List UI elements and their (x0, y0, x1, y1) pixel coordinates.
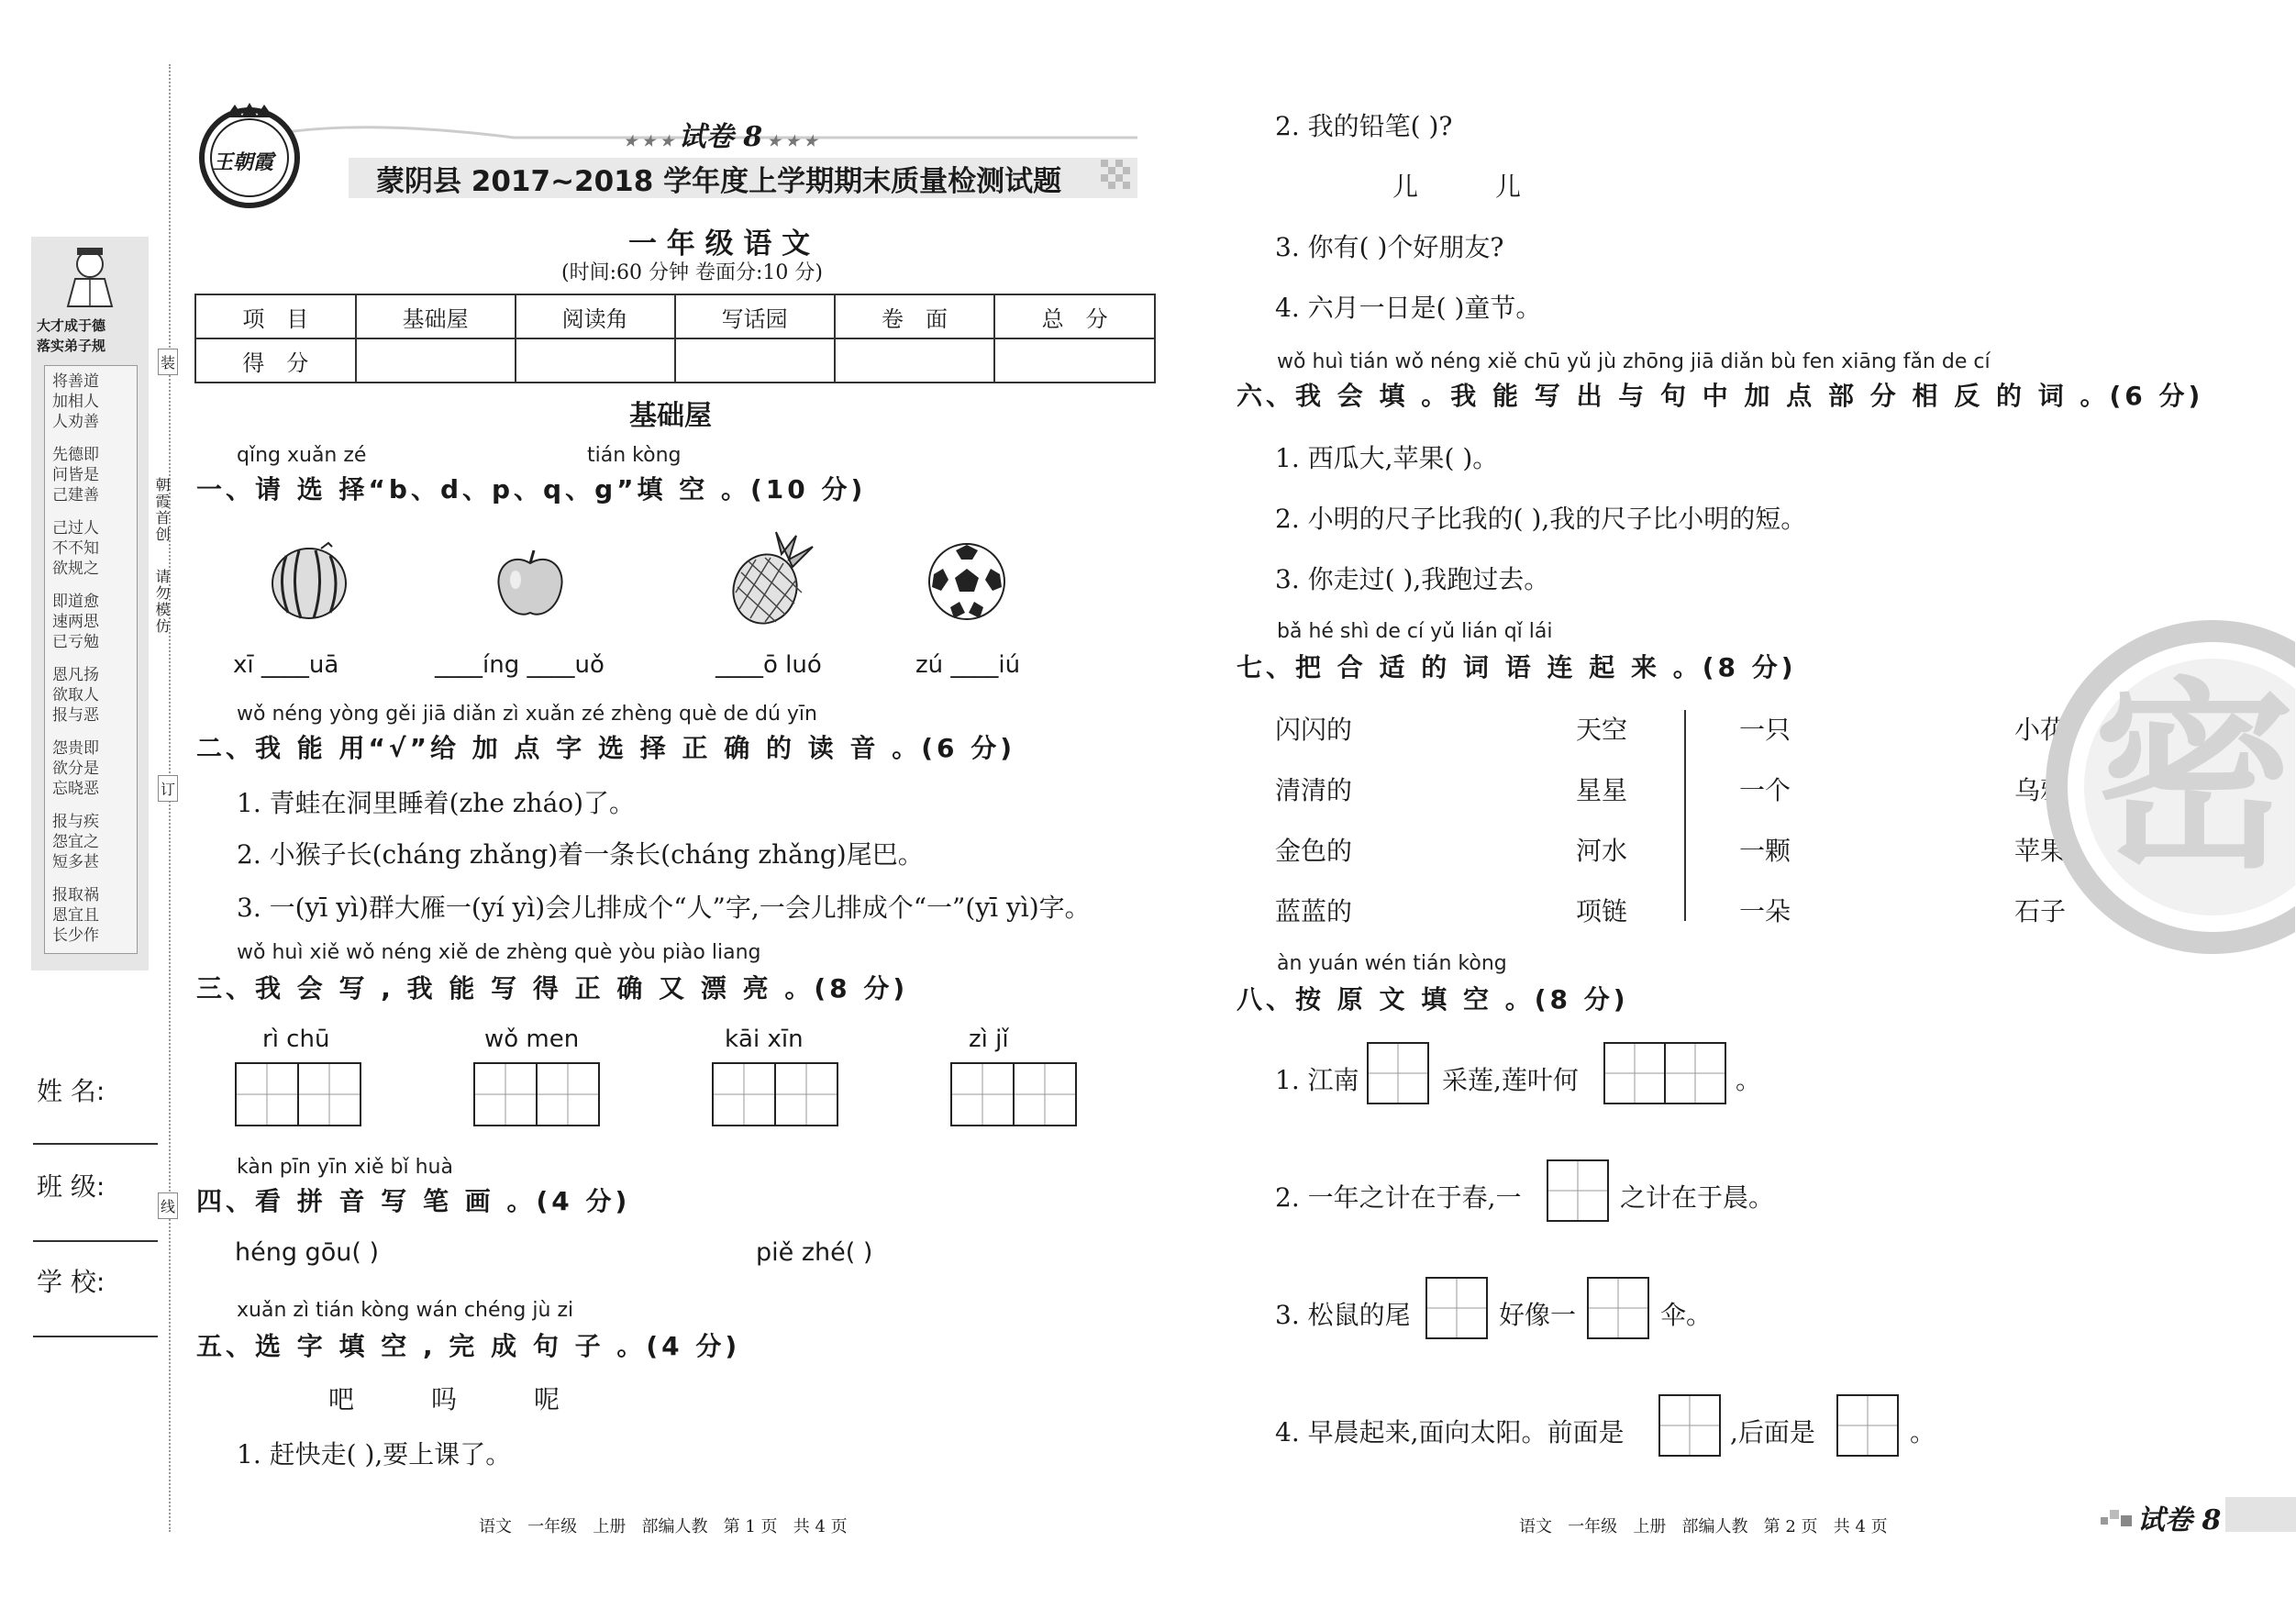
q7-a-2[interactable]: 清清的 (1275, 775, 1353, 805)
q2-title: 二、我 能 用“√”给 加 点 字 选 择 正 确 的 读 音 。(6 分) (196, 733, 1016, 763)
q8-pinyin: àn yuán wén tián kòng (1277, 952, 1507, 975)
proverb-text-art (45, 366, 137, 953)
q1-answer-2[interactable]: ____íng ____uǒ (435, 651, 605, 679)
motto-line-2: 落实弟子规 (37, 338, 106, 354)
writing-cell[interactable] (1603, 1042, 1666, 1104)
score-input[interactable] (356, 338, 516, 383)
name-label: 姓 名: (37, 1076, 105, 1106)
svg-text:恩凡扬: 恩凡扬 (52, 666, 99, 684)
q8-grid-7[interactable] (1836, 1394, 1897, 1457)
q3-title: 三、我 会 写 , 我 能 写 得 正 确 又 漂 亮 。(8 分) (196, 973, 909, 1004)
q1-pinyin-a: qǐng xuǎn zé (237, 444, 367, 467)
q3-grid-1[interactable] (235, 1062, 360, 1126)
svg-text:先德即: 先德即 (52, 446, 99, 464)
score-cell: 写话园 (675, 294, 835, 338)
svg-text:短多甚: 短多甚 (52, 853, 99, 871)
svg-text:报取祸: 报取祸 (52, 886, 99, 904)
q7-c-3[interactable]: 一颗 (1739, 836, 1791, 866)
svg-text:恩宜且: 恩宜且 (52, 906, 99, 925)
q4-title: 四、看 拼 音 写 笔 画 。(4 分) (196, 1186, 631, 1216)
writing-cell[interactable] (712, 1062, 776, 1126)
q6-title: 六、我 会 填 。我 能 写 出 与 句 中 加 点 部 分 相 反 的 词 。(6 分) (1237, 381, 2204, 411)
q7-a-1[interactable]: 闪闪的 (1275, 715, 1353, 745)
q6-pinyin: wǒ huì tián wǒ néng xiě chū yǔ jù zhōng jiā diǎn bù fen xiāng fǎn de cí (1277, 350, 1991, 373)
writing-cell[interactable] (297, 1062, 361, 1126)
score-cell: 基础屋 (356, 294, 516, 338)
motto-line-1: 大才成于德 (37, 317, 106, 334)
svg-text:速两思: 速两思 (52, 613, 99, 631)
svg-text:已亏勉: 已亏勉 (52, 633, 99, 651)
stars-left: ★ ★ ★ (624, 132, 679, 150)
q8-item-3b: 好像一 (1499, 1300, 1577, 1330)
writing-cell[interactable] (1013, 1062, 1077, 1126)
q8-item-3c: 伞。 (1660, 1300, 1713, 1330)
school-field[interactable] (33, 1336, 158, 1337)
q8-item-4b: ,后面是 (1730, 1417, 1815, 1447)
q5-choices: 吧 吗 呢 (328, 1384, 560, 1414)
q2-pinyin: wǒ néng yòng gěi jiā diǎn zì xuǎn zé zhèng què de dú yīn (237, 703, 817, 726)
corner-exam-no: 试卷 8 (2137, 1504, 2222, 1536)
q4-pinyin: kàn pīn yīn xiě bǐ huà (237, 1156, 453, 1179)
score-cell: 得 分 (195, 338, 356, 383)
svg-text:欲取人: 欲取人 (52, 686, 99, 704)
vertical-note-2: 请勿模仿 (153, 569, 171, 635)
q8-grid-6[interactable] (1658, 1394, 1719, 1457)
q7-d-4[interactable]: 石子 (2014, 896, 2067, 926)
scholar-icon (55, 244, 125, 308)
corner-bar (2225, 1497, 2296, 1532)
score-table (194, 294, 1156, 383)
logo-text: 王朝霞 (213, 150, 274, 174)
binding-mark-3: 线 (158, 1192, 178, 1219)
q8-title: 八、按 原 文 填 空 。(8 分) (1237, 984, 1629, 1015)
q3-grid-3[interactable] (712, 1062, 837, 1126)
q5-item-2[interactable]: 2. 我的铅笔( )? (1275, 111, 1453, 141)
stamp-text: 密 (2093, 660, 2295, 895)
q8-item-3a: 3. 松鼠的尾 (1275, 1300, 1411, 1330)
watermelon-image (268, 539, 350, 626)
q7-d-3[interactable]: 苹果 (2014, 836, 2067, 866)
q8-item-1a: 1. 江南 (1275, 1065, 1359, 1095)
q4-item-1[interactable]: héng gōu( ) (235, 1238, 379, 1267)
svg-text:己过人: 己过人 (52, 519, 99, 538)
q8-grid-3[interactable] (1547, 1159, 1607, 1222)
motto-panel (31, 237, 149, 970)
writing-cell[interactable] (1587, 1277, 1649, 1339)
q7-b-3[interactable]: 河水 (1576, 836, 1628, 866)
q7-d-2[interactable]: 乌鸦 (2014, 775, 2067, 805)
q8-grid-4[interactable] (1425, 1277, 1486, 1339)
exam-title: 蒙阴县 2017~2018 学年度上学期期末质量检测试题 (376, 165, 1062, 198)
q7-d-1[interactable]: 小花 (2014, 715, 2067, 745)
q6-item-1[interactable]: 1. 西瓜大,苹果( )。 (1275, 443, 1499, 473)
writing-cell[interactable] (235, 1062, 299, 1126)
class-label: 班 级: (37, 1171, 105, 1202)
score-cell: 项 目 (195, 294, 356, 338)
q1-answer-3[interactable]: ____ō luó (715, 651, 822, 679)
svg-text:即道愈: 即道愈 (52, 593, 99, 611)
q2-item-1[interactable]: 1. 青蛙在洞里睡着(zhe zháo)了。 (237, 788, 636, 818)
q7-b-1[interactable]: 天空 (1576, 715, 1628, 745)
q8-grid-1[interactable] (1367, 1042, 1427, 1104)
q7-b-2[interactable]: 星星 (1576, 775, 1628, 805)
q1-title: 一、请 选 择“b、d、p、q、g”填 空 。(10 分) (196, 474, 867, 505)
svg-text:长少作: 长少作 (52, 926, 99, 945)
exam-number: ★ ★ ★ 试卷 8 ★ ★ ★ (624, 121, 817, 153)
score-input[interactable] (516, 338, 675, 383)
score-input[interactable] (994, 338, 1155, 383)
svg-text:怨宜之: 怨宜之 (52, 833, 99, 851)
q8-item-2b: 之计在于晨。 (1620, 1182, 1775, 1213)
score-input[interactable] (835, 338, 995, 383)
q7-b-4[interactable]: 项链 (1576, 896, 1628, 926)
football-image (926, 541, 1007, 626)
writing-cell[interactable] (1367, 1042, 1429, 1104)
q3-word-2: wǒ men (484, 1026, 580, 1053)
footer-left: 语文 一年级 上册 部编人教 第 1 页 共 4 页 (479, 1517, 848, 1536)
q8-item-2a: 2. 一年之计在于春,一 (1275, 1182, 1522, 1213)
school-label: 学 校: (37, 1267, 105, 1297)
svg-text:加相人: 加相人 (52, 393, 99, 411)
writing-cell[interactable] (950, 1062, 1015, 1126)
svg-text:问皆是: 问皆是 (52, 466, 99, 484)
q1-answer-4[interactable]: zú ____iú (915, 651, 1021, 679)
q5-item-4[interactable]: 4. 六月一日是( )童节。 (1275, 293, 1542, 323)
writing-cell[interactable] (473, 1062, 538, 1126)
q7-c-4[interactable]: 一朵 (1739, 896, 1791, 926)
q5-choices-right: 儿 儿 (1392, 172, 1522, 202)
q5-item-3[interactable]: 3. 你有( )个好朋友? (1275, 232, 1504, 262)
q7-a-3[interactable]: 金色的 (1275, 836, 1353, 866)
q7-a-4[interactable]: 蓝蓝的 (1275, 896, 1353, 926)
svg-text:报与疾: 报与疾 (52, 813, 99, 831)
score-cell: 卷 面 (835, 294, 995, 338)
writing-cell[interactable] (1547, 1159, 1609, 1222)
q5-item-1[interactable]: 1. 赶快走( ),要上课了。 (237, 1439, 512, 1469)
score-cell: 总 分 (994, 294, 1155, 338)
pineapple-image (728, 527, 820, 631)
q8-grid-2[interactable] (1603, 1042, 1725, 1104)
q8-item-4a: 4. 早晨起来,面向太阳。前面是 (1275, 1417, 1625, 1447)
binding-mark-2: 订 (158, 775, 178, 802)
q7-title: 七、把 合 适 的 词 语 连 起 来 。(8 分) (1237, 652, 1797, 682)
apple-image (494, 547, 567, 624)
q8-item-1b: 采莲,莲叶何 (1442, 1065, 1579, 1095)
q5-title: 五、选 字 填 空 , 完 成 句 子 。(4 分) (196, 1331, 741, 1361)
q7-c-2[interactable]: 一个 (1739, 775, 1791, 805)
svg-text:将善道: 将善道 (52, 372, 99, 391)
q1-answer-1[interactable]: xī ____uā (233, 651, 339, 679)
q1-pinyin-b: tián kòng (587, 444, 682, 467)
q3-word-1: rì chū (262, 1026, 330, 1053)
score-cell: 阅读角 (516, 294, 675, 338)
secret-stamp (2038, 613, 2295, 961)
section-title: 基础屋 (629, 400, 712, 432)
svg-text:己建善: 己建善 (52, 486, 99, 505)
q3-word-4: zì jǐ (969, 1026, 1009, 1053)
q3-grid-4[interactable] (950, 1062, 1075, 1126)
proverb-block (44, 365, 138, 954)
writing-cell[interactable] (1658, 1394, 1721, 1457)
q3-grid-2[interactable] (473, 1062, 598, 1126)
q2-item-2[interactable]: 2. 小猴子长(cháng zhǎng)着一条长(cháng zhǎng)尾巴。 (237, 839, 924, 870)
writing-cell[interactable] (536, 1062, 600, 1126)
time-note: (时间:60 分钟 卷面分:10 分) (561, 261, 823, 284)
q4-item-2[interactable]: piě zhé( ) (756, 1238, 873, 1267)
svg-text:报与恶: 报与恶 (52, 706, 99, 725)
svg-text:不不知: 不不知 (52, 539, 99, 558)
q3-word-3: kāi xīn (725, 1026, 804, 1053)
q7-pinyin: bǎ hé shì de cí yǔ lián qǐ lái (1277, 620, 1553, 643)
q7-divider (1684, 710, 1686, 921)
writing-cell[interactable] (1425, 1277, 1488, 1339)
score-input[interactable] (675, 338, 835, 383)
svg-text:怨贵即: 怨贵即 (52, 739, 99, 758)
footer-right: 语文 一年级 上册 部编人教 第 2 页 共 4 页 (1519, 1517, 1888, 1536)
writing-cell[interactable] (774, 1062, 838, 1126)
svg-text:忘晓恶: 忘晓恶 (52, 780, 99, 798)
svg-text:人劝善: 人劝善 (52, 413, 99, 431)
corner-squares (2101, 1504, 2139, 1534)
q8-item-4c: 。 (1910, 1417, 1936, 1447)
name-field[interactable] (33, 1143, 158, 1145)
q2-item-3[interactable]: 3. 一(yī yì)群大雁一(yí yì)会儿排成个“人”字,一会儿排成个“一”(yī yì)字。 (237, 893, 1091, 923)
q3-pinyin: wǒ huì xiě wǒ néng xiě de zhèng què yòu piào liang (237, 941, 761, 964)
svg-text:欲分是: 欲分是 (52, 760, 99, 778)
subject-title: 一 年 级 语 文 (628, 227, 811, 261)
q6-item-2[interactable]: 2. 小明的尺子比我的( ),我的尺子比小明的短。 (1275, 504, 1807, 534)
stars-right: ★ ★ ★ (762, 132, 817, 150)
q8-grid-5[interactable] (1587, 1277, 1647, 1339)
q6-item-3[interactable]: 3. 你走过( ),我跑过去。 (1275, 564, 1550, 594)
binding-mark-1: 装 (158, 349, 178, 375)
writing-cell[interactable] (1664, 1042, 1726, 1104)
vertical-note-1: 朝霞首创 (153, 477, 171, 543)
q7-c-1[interactable]: 一只 (1739, 715, 1791, 745)
q8-item-1c: 。 (1736, 1065, 1762, 1095)
class-field[interactable] (33, 1240, 158, 1242)
svg-text:欲规之: 欲规之 (52, 560, 99, 578)
writing-cell[interactable] (1836, 1394, 1899, 1457)
q5-pinyin: xuǎn zì tián kòng wán chéng jù zi (237, 1299, 574, 1322)
